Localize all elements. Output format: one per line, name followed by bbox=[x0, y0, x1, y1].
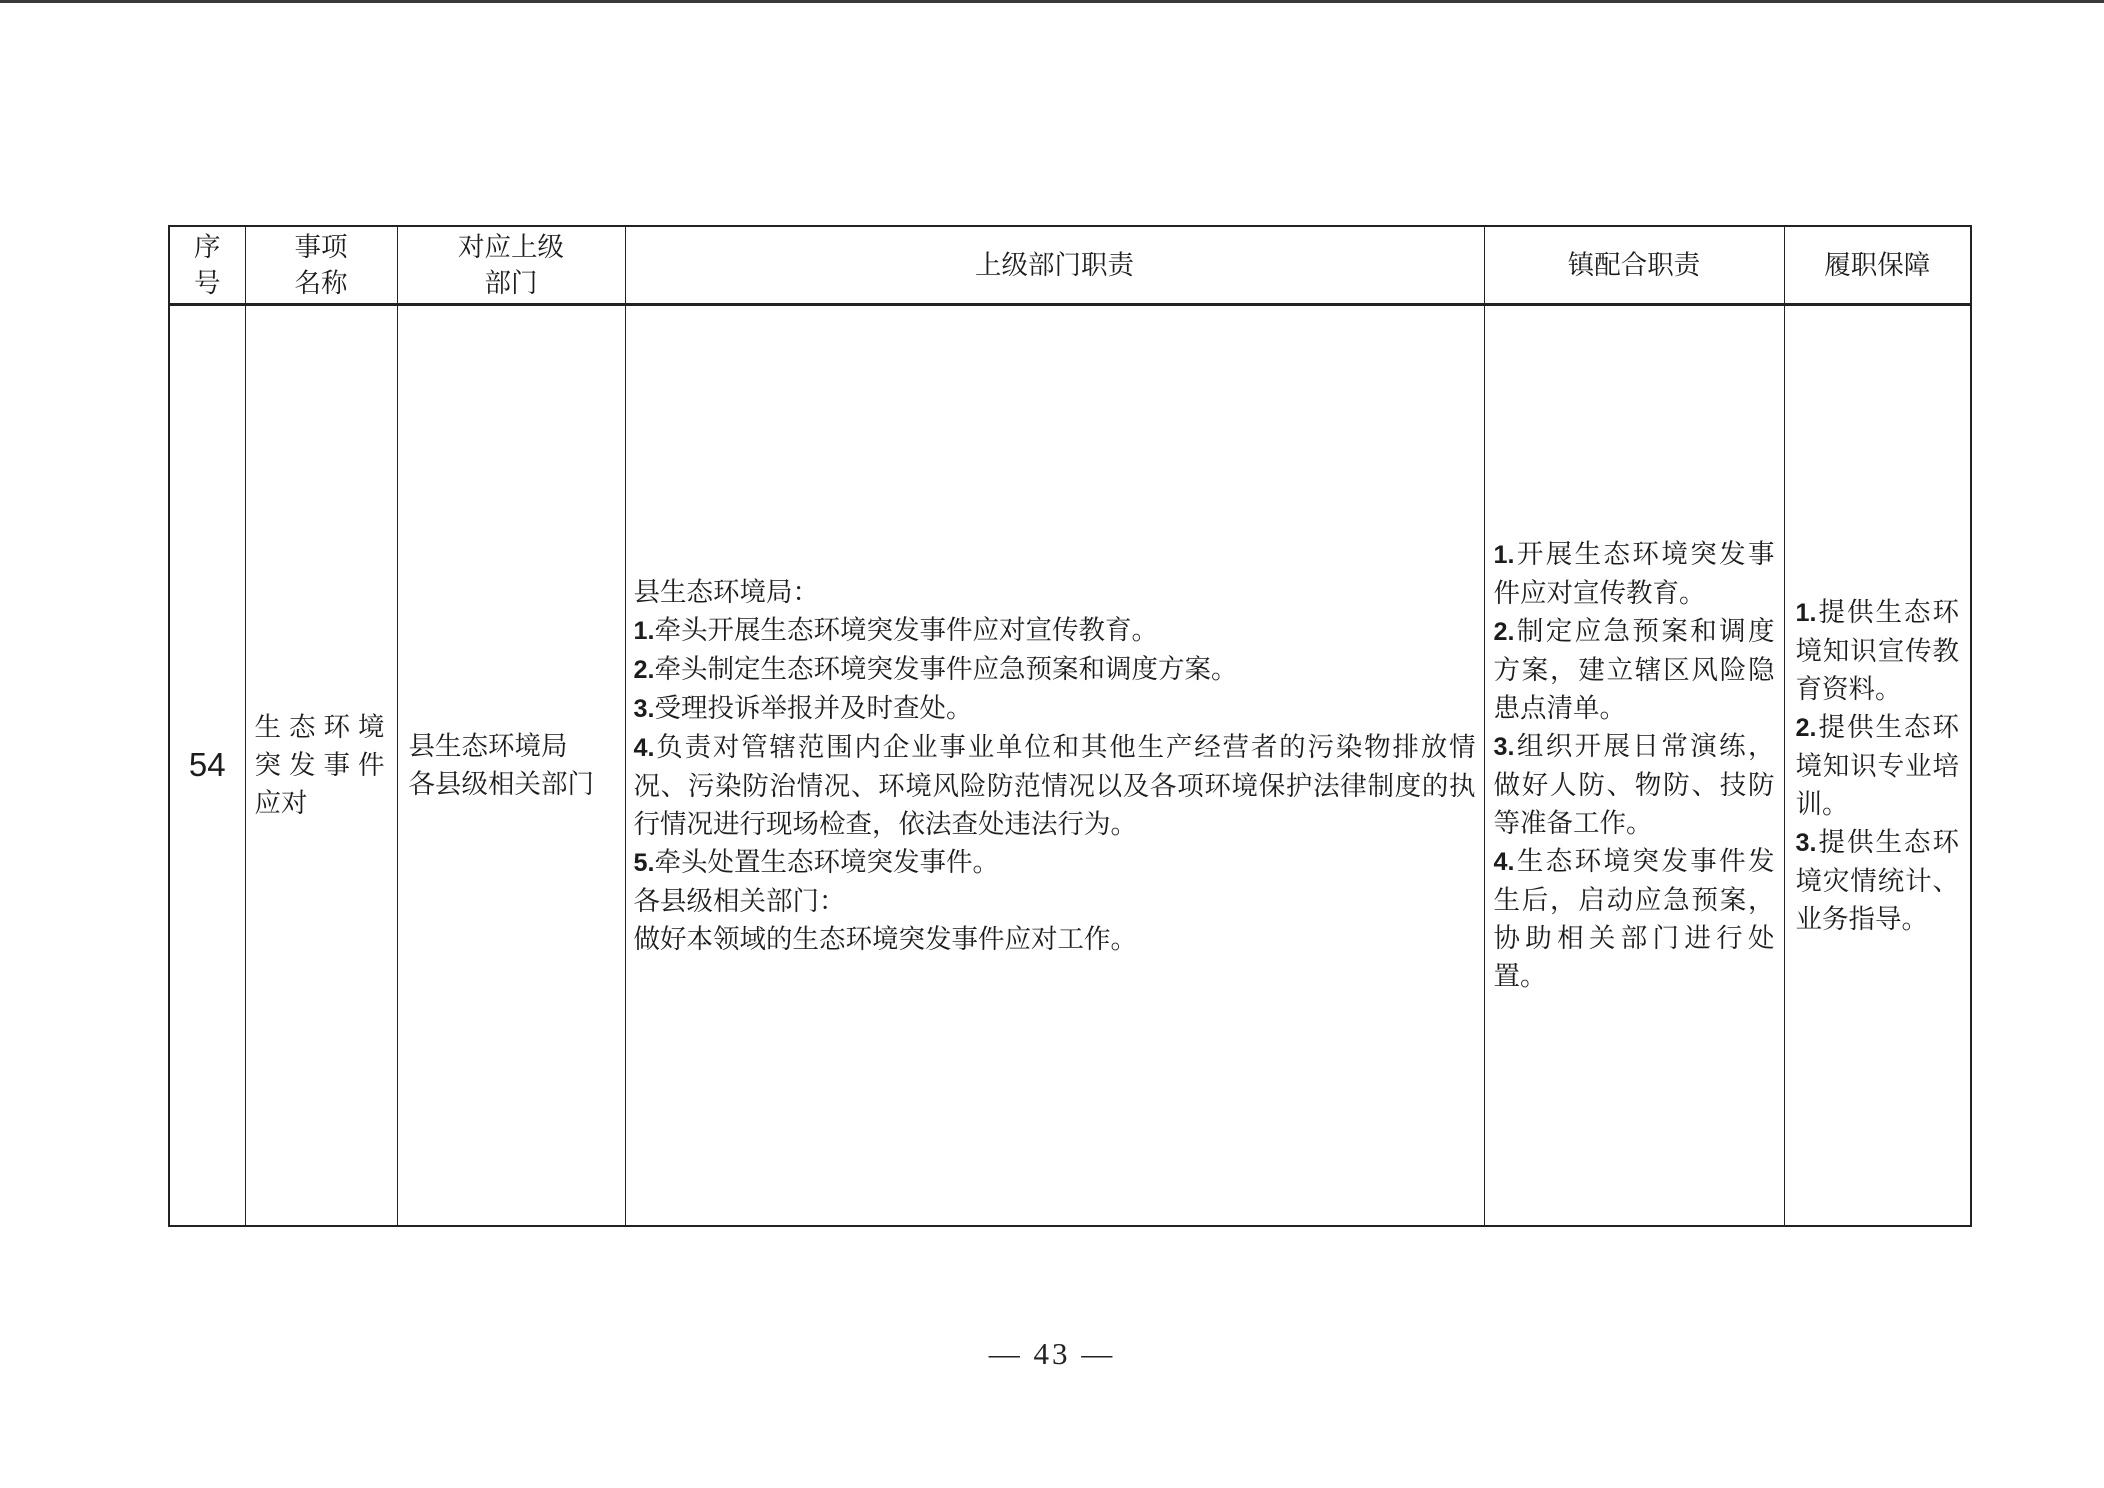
header-line: 上级部门职责 bbox=[975, 250, 1134, 280]
header-line: 对应上级 bbox=[458, 232, 564, 262]
list-number: 3. bbox=[633, 694, 655, 723]
header-line: 履职保障 bbox=[1824, 250, 1931, 280]
list-number: 5. bbox=[633, 848, 655, 877]
list-number: 3. bbox=[1493, 733, 1515, 762]
header-line: 部门 bbox=[484, 268, 538, 298]
text-line: 2.提供生态环境知识专业培训。 bbox=[1795, 711, 1959, 819]
text-line: 县生态环境局： bbox=[633, 576, 819, 607]
header-line: 镇配合职责 bbox=[1567, 250, 1701, 280]
text-line: 各县级相关部门： bbox=[633, 885, 846, 916]
header-line: 事项 bbox=[294, 232, 348, 262]
text-line: 3.组织开展日常演练，做好人防、物防、技防等准备工作。 bbox=[1493, 731, 1775, 839]
list-number: 1. bbox=[1493, 541, 1515, 570]
text-line: 5.牵头处置生态环境突发事件。 bbox=[633, 846, 999, 877]
text-line: 1.提供生态环境知识宣传教育资料。 bbox=[1795, 596, 1959, 704]
cell-superior-department bbox=[397, 305, 625, 1226]
list-number: 4. bbox=[1493, 848, 1515, 877]
text-line: 2.牵头制定生态环境突发事件应急预案和调度方案。 bbox=[633, 653, 1238, 684]
header-item-name bbox=[245, 226, 397, 305]
text-line: 4.负责对管辖范围内企业事业单位和其他生产经营者的污染物排放情况、污染防治情况、环境风险防范情况以及各项环境保护法律制度的执行情况进行现场检查，依法查处违法行为。 bbox=[633, 731, 1476, 839]
window-top-edge-line bbox=[0, 0, 2104, 3]
header-line: 序 bbox=[194, 232, 221, 262]
cell-town-duties bbox=[1484, 305, 1784, 1226]
text-line: 县生态环境局 bbox=[408, 731, 568, 762]
table-row bbox=[169, 305, 1971, 1226]
cell-guarantee bbox=[1784, 305, 1971, 1226]
text-line: 各县级相关部门 bbox=[408, 769, 594, 800]
responsibilities-table bbox=[168, 225, 1972, 1227]
page-number: — 43 — bbox=[988, 1336, 1116, 1371]
text-line: 做好本领域的生态环境突发事件应对工作。 bbox=[633, 923, 1137, 954]
list-number: 3. bbox=[1795, 828, 1817, 857]
header-superior-department bbox=[397, 226, 625, 305]
header-serial-number bbox=[169, 226, 245, 305]
table-header-row bbox=[169, 226, 1971, 305]
text-line: 4.生态环境突发事件发生后，启动应急预案，协助相关部门进行处置。 bbox=[1493, 846, 1775, 992]
item-name-text: 生态环境突发事件应对 bbox=[254, 712, 385, 819]
list-number: 4. bbox=[633, 733, 655, 762]
cell-item-name bbox=[245, 305, 397, 1226]
header-line: 号 bbox=[194, 268, 221, 298]
header-line: 名称 bbox=[294, 268, 348, 298]
list-number: 2. bbox=[1795, 713, 1817, 742]
text-line: 1.开展生态环境突发事件应对宣传教育。 bbox=[1493, 539, 1775, 609]
list-number: 1. bbox=[633, 616, 655, 645]
header-guarantee bbox=[1784, 226, 1971, 305]
list-number: 2. bbox=[633, 655, 655, 684]
header-town-duties bbox=[1484, 226, 1784, 305]
list-number: 2. bbox=[1493, 618, 1515, 647]
text-line: 3.受理投诉举报并及时查处。 bbox=[633, 692, 973, 723]
header-superior-duties bbox=[625, 226, 1484, 305]
text-line: 3.提供生态环境灾情统计、业务指导。 bbox=[1795, 826, 1959, 934]
cell-serial-number: 54 bbox=[169, 305, 245, 1226]
text-line: 1.牵头开展生态环境突发事件应对宣传教育。 bbox=[633, 614, 1158, 645]
text-line: 2.制定应急预案和调度方案，建立辖区风险隐患点清单。 bbox=[1493, 616, 1775, 724]
list-number: 1. bbox=[1795, 598, 1817, 627]
cell-superior-duties bbox=[625, 305, 1484, 1226]
